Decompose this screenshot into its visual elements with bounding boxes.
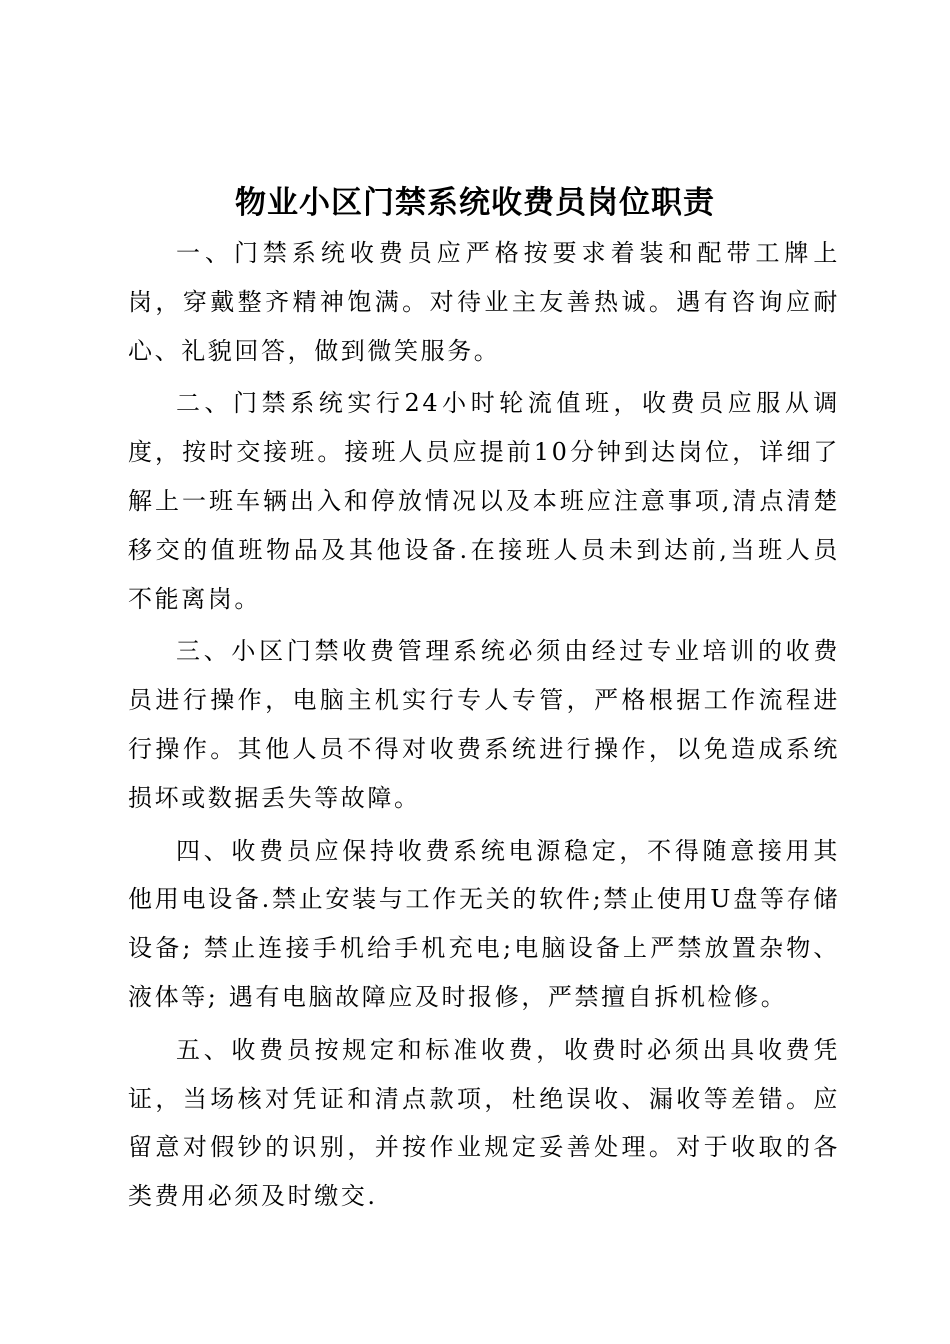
paragraph-2: 二、门禁系统实行24小时轮流值班，收费员应服从调度，按时交接班。接班人员应提前10分钟到达岗位，详细了解上一班车辆出入和停放情况以及本班应注意事项,清点清楚移交的值班物品及其他设备.在接班人员未到达前,当班人员不能离岗。 [128,389,840,613]
paragraph-3: 三、小区门禁收费管理系统必须由经过专业培训的收费员进行操作，电脑主机实行专人专管，严格根据工作流程进行操作。其他人员不得对收费系统进行操作，以免造成系统损坏或数据丢失等故障。 [128,637,840,812]
document-title: 物业小区门禁系统收费员岗位职责 [235,185,715,221]
paragraph-4: 四、收费员应保持收费系统电源稳定，不得随意接用其他用电设备.禁止安装与工作无关的软件;禁止使用U盘等存储设备; 禁止连接手机给手机充电;电脑设备上严禁放置杂物、液体等; 遇有电脑故障应及时报修，严禁擅自拆机检修。 [128,836,840,1011]
document-body [128,229,840,1225]
paragraph-1: 一、门禁系统收费员应严格按要求着装和配带工牌上岗，穿戴整齐精神饱满。对待业主友善热诚。遇有咨询应耐心、礼貌回答，做到微笑服务。 [128,239,840,365]
paragraph-5: 五、收费员按规定和标准收费，收费时必须出具收费凭证，当场核对凭证和清点款项，杜绝误收、漏收等差错。应留意对假钞的识别，并按作业规定妥善处理。对于收取的各类费用必须及时缴交. [128,1035,840,1211]
